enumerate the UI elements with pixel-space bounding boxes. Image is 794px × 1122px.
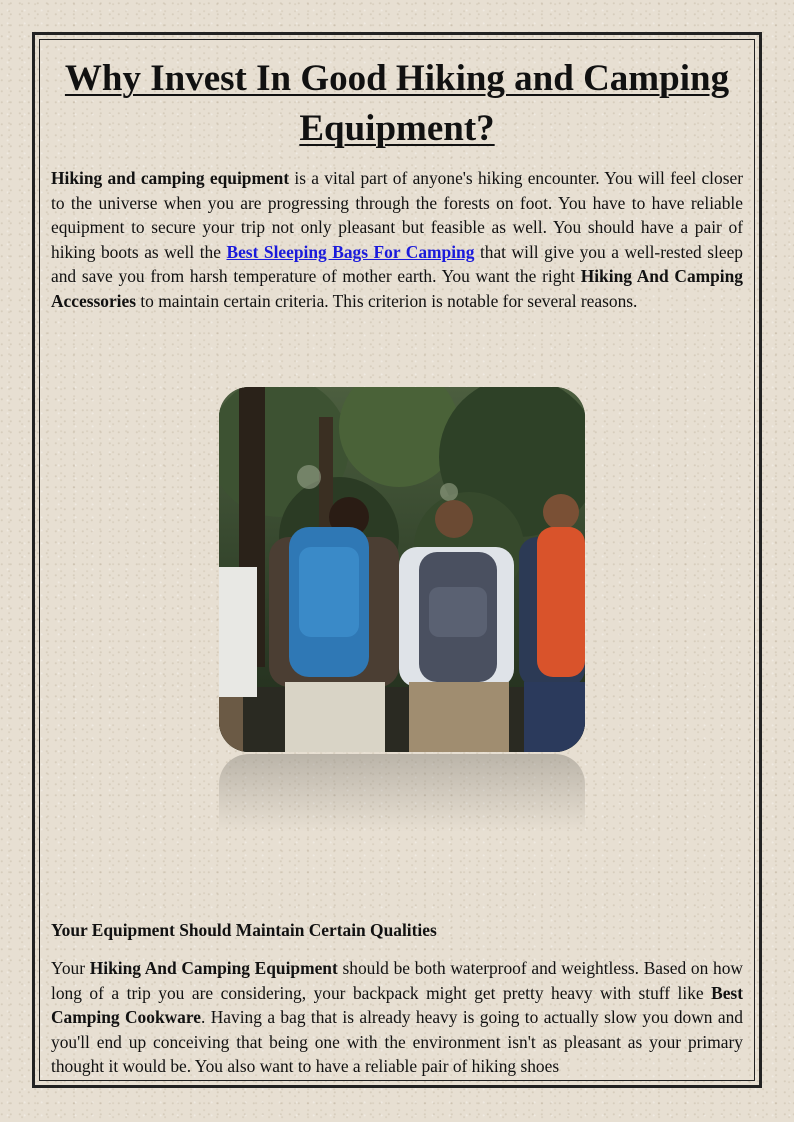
page-border-outer [32,32,762,1088]
intro-paragraph [51,166,743,314]
page-border-inner [39,39,755,1081]
qualities-paragraph [51,956,743,1079]
intro-bold-accessories: Hiking And Camping Accessories [51,266,743,311]
qualities-text-3: . Having a bag that is already heavy is going to actually slow you down and you'll end up conceiving that being one with the environment isn't as pleasant as your primary thought it would be. You also want to have a reliable pair of hiking shoes [51,1007,743,1077]
qualities-text-2: should be both waterproof and weightless. Based on how long of a trip you are considering, your backpack might get pretty heavy with stuff like [51,958,743,1003]
qualities-bold-equipment: Hiking And Camping Equipment [89,958,338,978]
intro-text-2: that will give you a well-rested sleep and save you from harsh temperature of mother earth. You want the right [51,241,744,287]
intro-text-1: is a vital part of anyone's hiking encounter. You will feel closer to the universe when you are progressing through the forests on foot. You have to have reliable equipment to secure your trip not only pleasant but feasible as well. You should have a pair of hiking boots as well the [51,168,743,262]
page-title: Why Invest In Good Hiking and Camping Equipment? [64,58,730,149]
intro-bold-lead: Hiking and camping equipment [51,168,290,188]
hikers-with-backpacks-illustration [219,387,585,752]
intro-text-3: to maintain certain criteria. This criterion is notable for several reasons. [135,290,638,311]
hikers-photo [219,387,585,752]
section-heading: Your Equipment Should Maintain Certain Qualities [51,920,437,940]
qualities-text-1: Your [51,958,90,978]
photo-reflection [219,754,585,832]
sleeping-bags-link[interactable]: Best Sleeping Bags For Camping [226,241,475,262]
qualities-bold-cookware: Best Camping Cookware [51,982,743,1028]
